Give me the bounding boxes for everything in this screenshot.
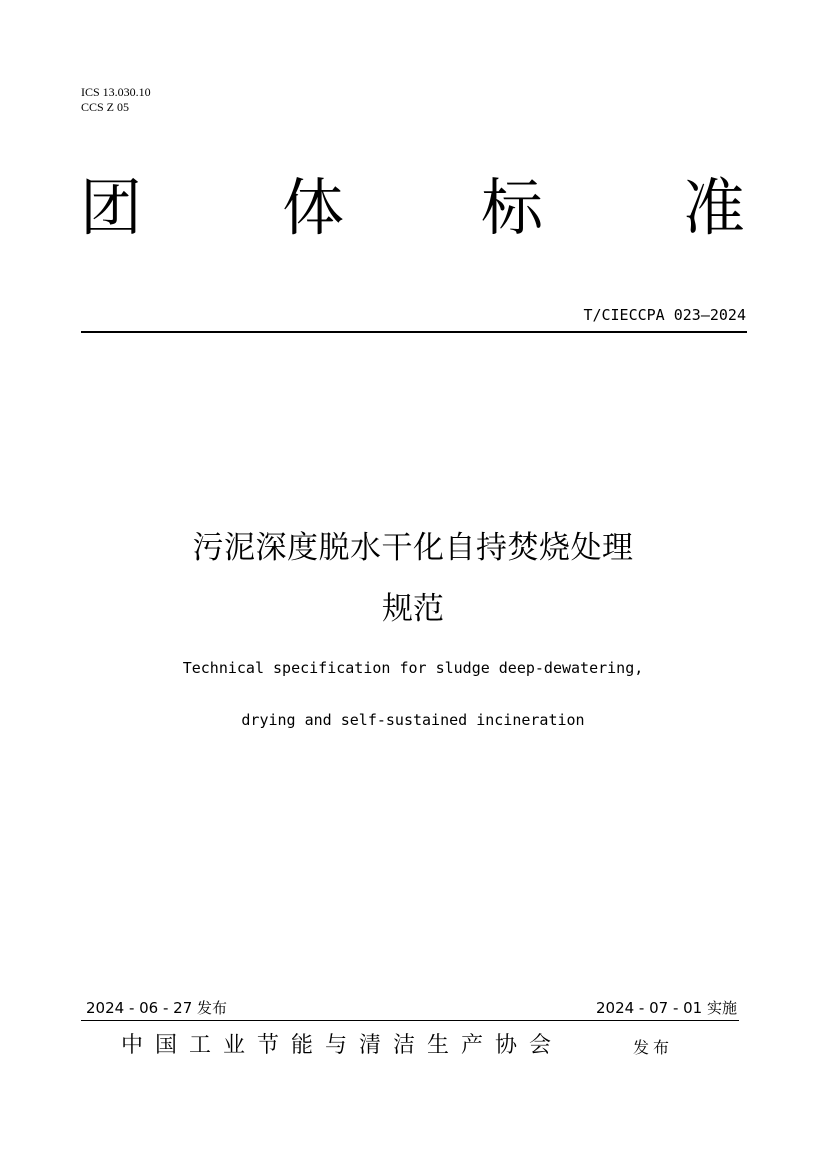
- title-en-line1: Technical specification for sludge deep-dewatering,: [182, 659, 644, 677]
- bottom-divider: [81, 1020, 739, 1021]
- heading-char-3: 标: [481, 171, 544, 244]
- heading-char-2: 体: [282, 171, 345, 244]
- title-zh-line2: 规范: [382, 591, 444, 627]
- publisher-suffix: 发布: [633, 1038, 674, 1057]
- implementation-date: 2024 - 07 - 01 实施: [595, 999, 737, 1017]
- classification-codes: [81, 85, 151, 115]
- publisher-name: 中国工业节能与清洁生产协会: [121, 1033, 564, 1058]
- ccs-code: CCS Z 05: [81, 100, 130, 114]
- ics-code: ICS 13.030.10: [81, 85, 151, 99]
- standard-number: T/CIECCPA 023—2024: [583, 306, 746, 324]
- title-en-line2: drying and self-sustained incineration: [241, 711, 585, 729]
- document-type-heading: [80, 168, 746, 248]
- title-zh-line1: 污泥深度脱水干化自持焚烧处理: [192, 530, 634, 566]
- heading-char-4: 准: [683, 171, 746, 244]
- heading-char-1: 团: [80, 171, 143, 244]
- issue-date: 2024 - 06 - 27 发布: [86, 999, 228, 1017]
- top-divider: [81, 331, 747, 333]
